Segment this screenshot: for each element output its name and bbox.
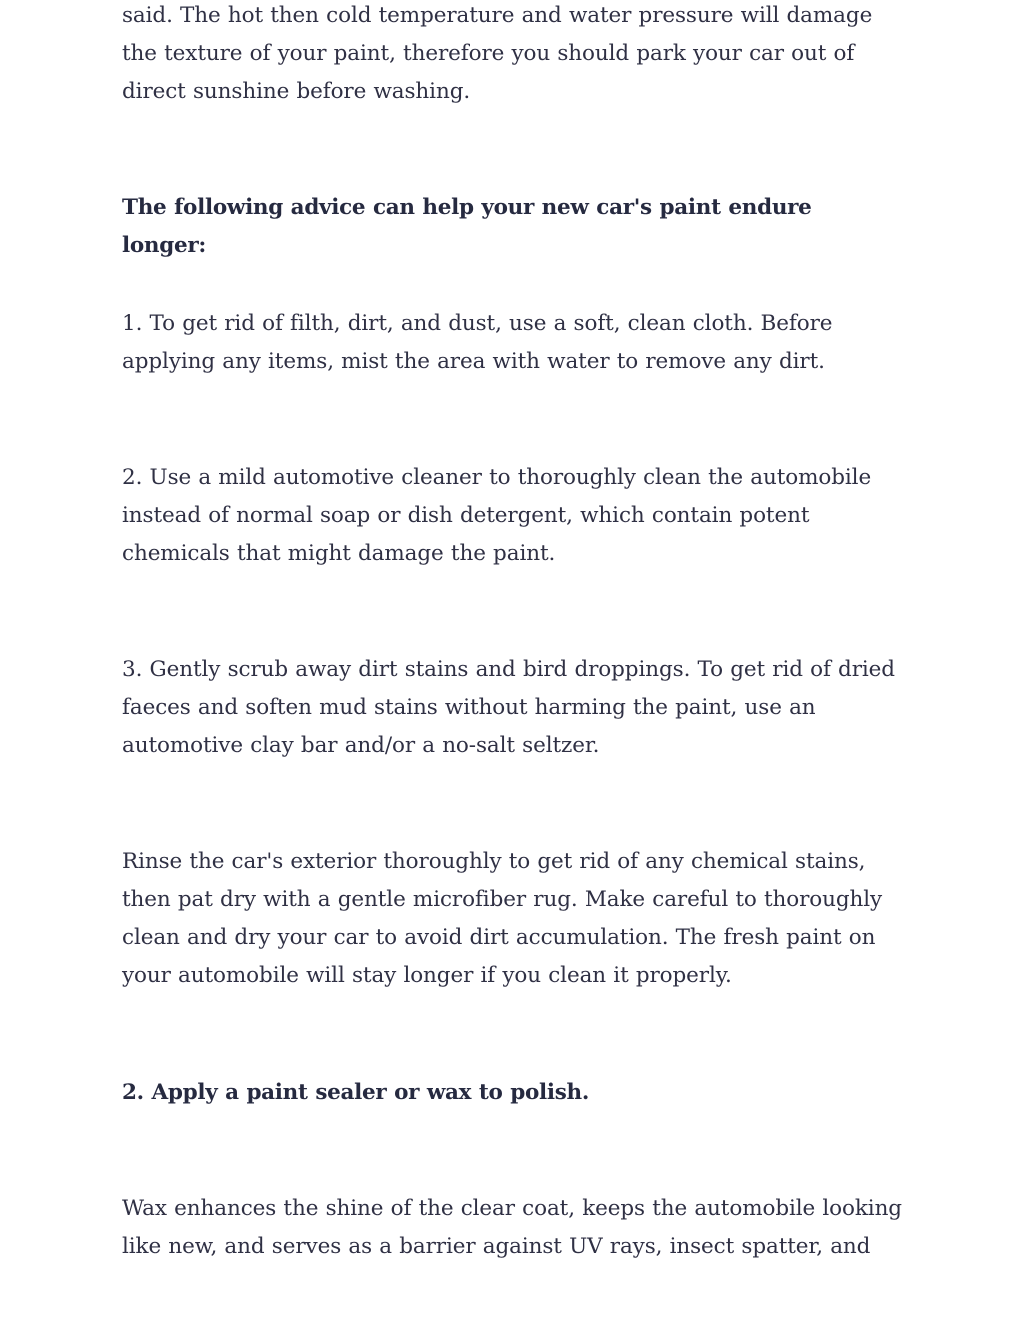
tip-1-paragraph: 1. To get rid of filth, dirt, and dust, use a soft, clean cloth. Before applying any items, mist the area with water to remove any dirt. xyxy=(122,311,833,374)
advice-heading: The following advice can help your new car's paint endure longer: xyxy=(122,195,812,258)
intro-paragraph-tail: said. The hot then cold temperature and water pressure will damage the texture of your paint, therefore you should park your car out of direct sunshine before washing. xyxy=(122,3,873,104)
rinse-paragraph: Rinse the car's exterior thoroughly to get rid of any chemical stains, then pat dry with a gentle microfiber rug. Make careful to thoroughly clean and dry your car to avoid dirt accumulation. The fresh paint on your automobile will stay longer if you clean it properly. xyxy=(122,849,883,988)
tip-2-paragraph: 2. Use a mild automotive cleaner to thoroughly clean the automobile instead of normal soap or dish detergent, which contain potent chemicals that might damage the paint. xyxy=(122,465,872,566)
wax-paragraph: Wax enhances the shine of the clear coat, keeps the automobile looking like new, and serves as a barrier against UV rays, insect spatter, and xyxy=(122,1196,902,1259)
tip-3-paragraph: 3. Gently scrub away dirt stains and bird droppings. To get rid of dried faeces and soften mud stains without harming the paint, use an automotive clay bar and/or a no-salt seltzer. xyxy=(122,657,895,758)
wax-heading: 2. Apply a paint sealer or wax to polish. xyxy=(122,1080,590,1105)
